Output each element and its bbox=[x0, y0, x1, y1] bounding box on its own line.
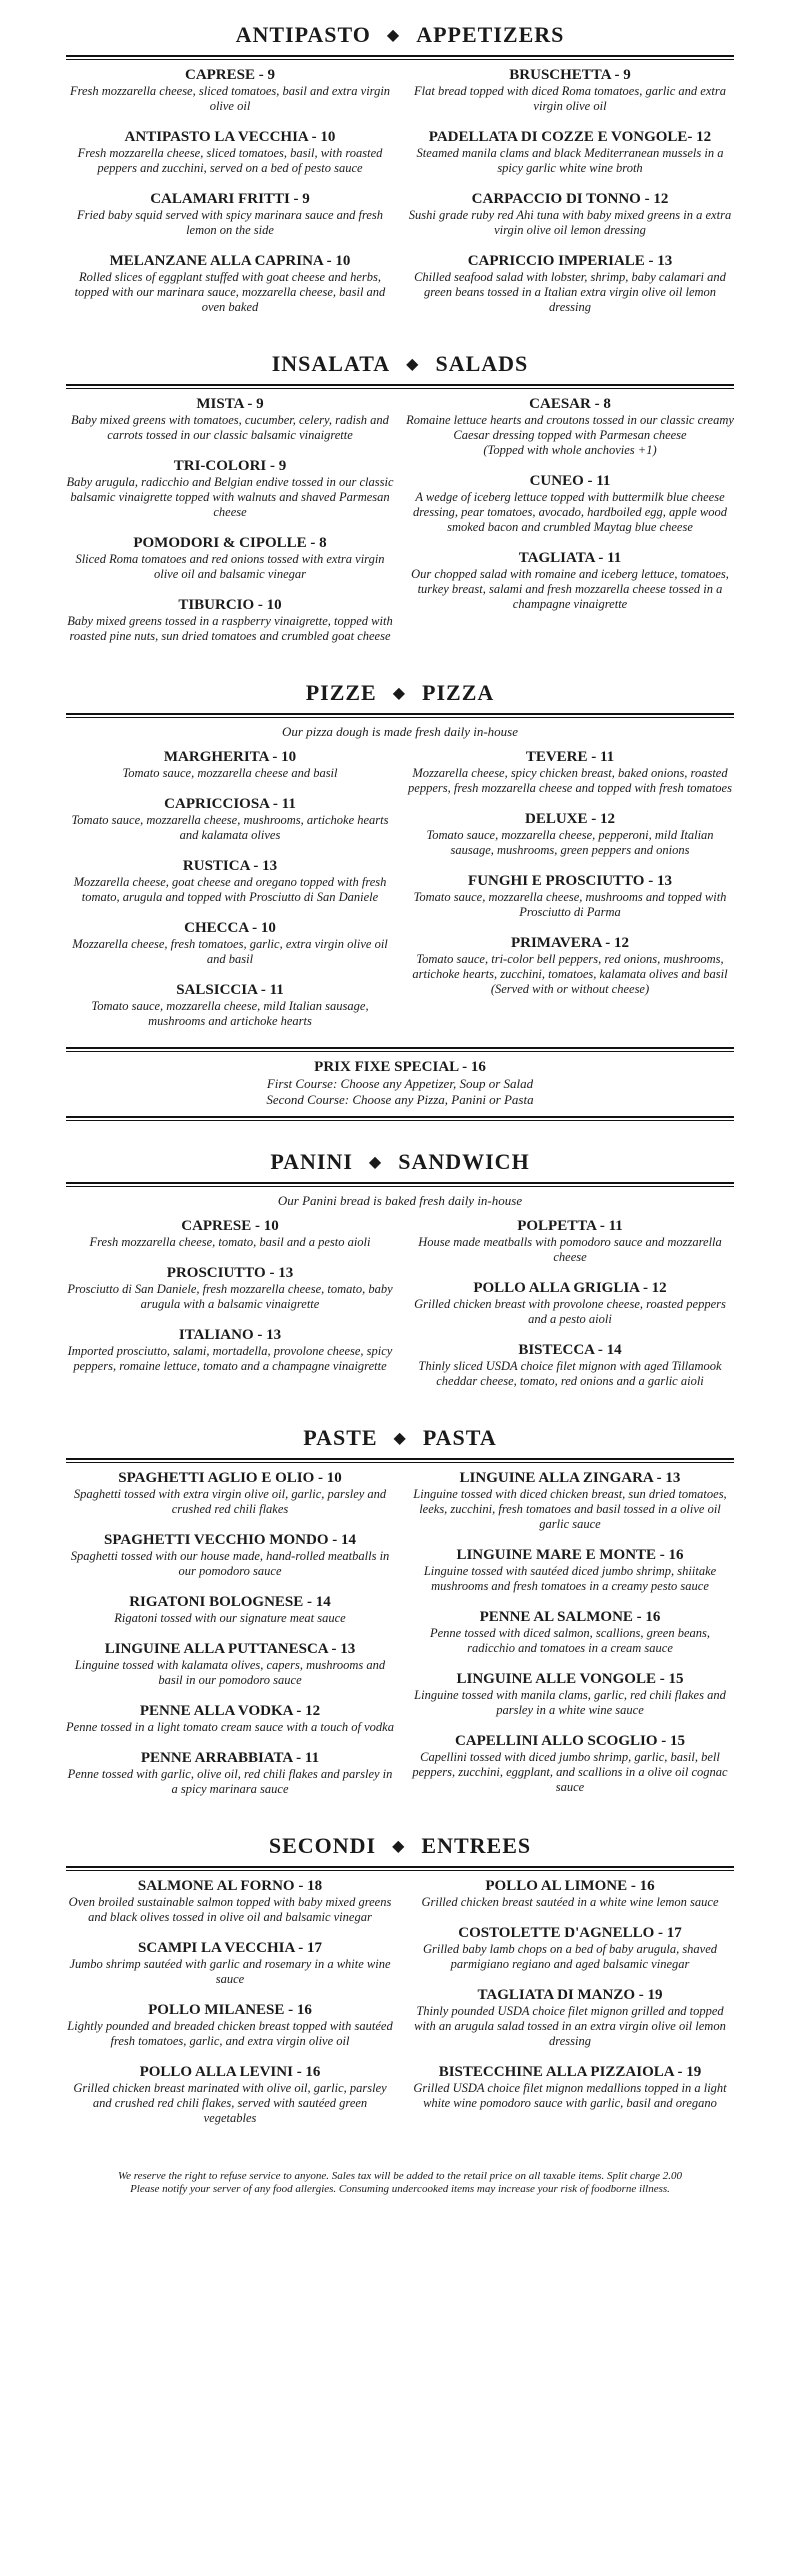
menu-item bbox=[406, 1608, 734, 1656]
item-description: Imported prosciutto, salami, mortadella, provolone cheese, spicy peppers, romaine lettuce, tomato and a champagne vinaigrette bbox=[67, 1344, 393, 1373]
menu-item bbox=[406, 2063, 734, 2111]
menu-item bbox=[66, 919, 394, 967]
section-heading bbox=[66, 1127, 734, 1178]
left-column bbox=[66, 1877, 394, 2140]
special-divider-bottom bbox=[66, 1116, 734, 1121]
item-name: PENNE AL SALMONE - 16 bbox=[479, 1609, 661, 1625]
item-name: RIGATONI BOLOGNESE - 14 bbox=[129, 1594, 331, 1610]
heading-english: ENTREES bbox=[421, 1833, 532, 1858]
menu-item bbox=[66, 748, 394, 781]
footer-disclaimer bbox=[66, 2170, 734, 2196]
diamond-icon: ◆ bbox=[368, 1154, 383, 1171]
item-description: Chilled seafood salad with lobster, shrimp, baby calamari and green beans tossed in a Italian extra virgin olive oil lemon dressing bbox=[414, 270, 726, 314]
menu-item bbox=[406, 1877, 734, 1910]
heading-english: SANDWICH bbox=[398, 1149, 530, 1174]
menu-item bbox=[66, 1877, 394, 1925]
item-name: POLLO ALLA GRIGLIA - 12 bbox=[473, 1280, 667, 1296]
menu-item bbox=[66, 1749, 394, 1797]
item-name: LINGUINE ALLA ZINGARA - 13 bbox=[459, 1470, 681, 1486]
heading-italian: ANTIPASTO bbox=[235, 22, 371, 47]
item-description: A wedge of iceberg lettuce topped with buttermilk blue cheese dressing, pear tomatoes, avocado, hardboiled egg, apple wood smoked bacon and crumbled Maytag blue cheese bbox=[413, 490, 727, 534]
right-column bbox=[406, 748, 734, 1043]
item-description: Linguine tossed with manila clams, garlic, red chili flakes and parsley in a white wine sauce bbox=[414, 1688, 726, 1717]
item-description: Linguine tossed with kalamata olives, capers, mushrooms and basil in our pomodoro sauce bbox=[74, 1658, 386, 1687]
special-name: PRIX FIXE SPECIAL - 16 bbox=[314, 1059, 486, 1075]
left-column bbox=[66, 66, 394, 329]
item-description: Our chopped salad with romaine and iceberg lettuce, tomatoes, turkey breast, salami and fresh mozzarella cheese tossed in a champagne vinaigrette bbox=[411, 567, 729, 611]
heading-italian: PANINI bbox=[270, 1149, 353, 1174]
left-column bbox=[66, 395, 394, 658]
right-column bbox=[406, 1469, 734, 1811]
item-description: Grilled chicken breast with provolone cheese, roasted peppers and a pesto aioli bbox=[414, 1297, 726, 1326]
section-appetizers bbox=[66, 0, 734, 329]
menu-item bbox=[66, 1640, 394, 1688]
item-name: SALMONE AL FORNO - 18 bbox=[137, 1878, 323, 1894]
section-heading bbox=[66, 1811, 734, 1862]
item-description: Baby arugula, radicchio and Belgian endive tossed in our classic balsamic vinaigrette topped with walnuts and shaved Parmesan cheese bbox=[66, 475, 394, 519]
footer-line-service: We reserve the right to refuse service to anyone. Sales tax will be added to the retail price on all taxable items. Split charge 2.00 bbox=[117, 2170, 683, 2182]
menu-item bbox=[406, 252, 734, 315]
item-name: DELUXE - 12 bbox=[524, 811, 615, 827]
section-heading bbox=[66, 658, 734, 709]
item-name: PADELLATA DI COZZE E VONGOLE- 12 bbox=[428, 129, 712, 145]
item-description: Grilled chicken breast marinated with olive oil, garlic, parsley and crushed red chili flakes, served with sautéed green vegetables bbox=[73, 2081, 387, 2125]
item-description: Sushi grade ruby red Ahi tuna with baby mixed greens in a extra virgin olive oil lemon dressing bbox=[408, 208, 732, 237]
item-description: Spaghetti tossed with extra virgin olive oil, garlic, parsley and crushed red chili flakes bbox=[73, 1487, 387, 1516]
item-name: CHECCA - 10 bbox=[184, 920, 276, 936]
right-column bbox=[406, 1877, 734, 2140]
item-description: Tomato sauce, tri-color bell peppers, red onions, mushrooms, artichoke hearts, zucchini, tomatoes, kalamata olives and basil bbox=[412, 952, 728, 981]
menu-item bbox=[406, 190, 734, 238]
item-name: RUSTICA - 13 bbox=[182, 858, 278, 874]
section-heading bbox=[66, 329, 734, 380]
item-description: Sliced Roma tomatoes and red onions tossed with extra virgin olive oil and balsamic vinegar bbox=[75, 552, 385, 581]
heading-english: PASTA bbox=[422, 1425, 497, 1450]
diamond-icon: ◆ bbox=[393, 1430, 407, 1447]
left-column bbox=[66, 748, 394, 1043]
item-name: SCAMPI LA VECCHIA - 17 bbox=[138, 1940, 322, 1956]
right-column bbox=[406, 395, 734, 658]
menu-item bbox=[66, 190, 394, 238]
item-name: TEVERE - 11 bbox=[525, 749, 615, 765]
item-name: POLLO AL LIMONE - 16 bbox=[485, 1878, 655, 1894]
item-name: CUNEO - 11 bbox=[529, 473, 611, 489]
heading-italian: INSALATA bbox=[271, 351, 391, 376]
item-description: Flat bread topped with diced Roma tomatoes, garlic and extra virgin olive oil bbox=[414, 84, 726, 113]
item-name: TAGLIATA DI MANZO - 19 bbox=[477, 1987, 663, 2003]
heading-english: SALADS bbox=[435, 351, 529, 376]
item-note: (Topped with whole anchovies +1) bbox=[483, 443, 657, 457]
prix-fixe-special bbox=[66, 1058, 734, 1108]
menu-item bbox=[66, 1326, 394, 1374]
item-name: MISTA - 9 bbox=[196, 396, 264, 412]
menu-item bbox=[406, 1670, 734, 1718]
item-description: Tomato sauce, mozzarella cheese, mushrooms, artichoke hearts and kalamata olives bbox=[71, 813, 389, 842]
item-name: SALSICCIA - 11 bbox=[176, 982, 284, 998]
item-name: PRIMAVERA - 12 bbox=[510, 935, 630, 951]
special-second-course: Second Course: Choose any Pizza, Panini or Pasta bbox=[266, 1092, 534, 1107]
item-name: TIBURCIO - 10 bbox=[178, 597, 282, 613]
item-description: Mozzarella cheese, goat cheese and oregano topped with fresh tomato, arugula and topped with Prosciutto di San Daniele bbox=[73, 875, 387, 904]
item-name: COSTOLETTE D'AGNELLO - 17 bbox=[458, 1925, 682, 1941]
item-description: Fresh mozzarella cheese, sliced tomatoes, basil, with roasted peppers and zucchini, served on a bed of pesto sauce bbox=[77, 146, 383, 175]
right-column bbox=[406, 1217, 734, 1403]
item-name: FUNGHI E PROSCIUTTO - 13 bbox=[468, 873, 672, 889]
section-divider bbox=[66, 1866, 734, 1871]
menu-item bbox=[66, 66, 394, 114]
menu-item bbox=[66, 1593, 394, 1626]
item-description: Tomato sauce, mozzarella cheese, mild Italian sausage, mushrooms and artichoke hearts bbox=[91, 999, 369, 1028]
left-column bbox=[66, 1469, 394, 1811]
menu-item bbox=[406, 1341, 734, 1389]
menu-item bbox=[406, 1732, 734, 1795]
menu-item bbox=[66, 2001, 394, 2049]
menu-item bbox=[66, 857, 394, 905]
menu-item bbox=[66, 534, 394, 582]
item-name: SPAGHETTI AGLIO E OLIO - 10 bbox=[118, 1470, 342, 1486]
diamond-icon: ◆ bbox=[406, 356, 420, 373]
item-description: Rigatoni tossed with our signature meat sauce bbox=[114, 1611, 346, 1625]
item-name: PROSCIUTTO - 13 bbox=[166, 1265, 294, 1281]
right-column bbox=[406, 66, 734, 329]
menu-item bbox=[66, 1217, 394, 1250]
left-column bbox=[66, 1217, 394, 1403]
menu-item bbox=[66, 457, 394, 520]
item-name: CAPRICCIO IMPERIALE - 13 bbox=[467, 253, 673, 269]
menu-item bbox=[406, 810, 734, 858]
item-description: Jumbo shrimp sautéed with garlic and rosemary in a white wine sauce bbox=[69, 1957, 391, 1986]
menu-item bbox=[66, 2063, 394, 2126]
section-pizza bbox=[66, 658, 734, 1043]
item-description: Thinly pounded USDA choice filet mignon grilled and topped with an arugula salad tossed in an extra virgin olive oil lemon dressing bbox=[414, 2004, 726, 2048]
menu-item bbox=[66, 1469, 394, 1517]
item-name: TRI-COLORI - 9 bbox=[173, 458, 287, 474]
section-heading bbox=[66, 0, 734, 51]
heading-italian: PASTE bbox=[303, 1425, 378, 1450]
menu-item bbox=[66, 252, 394, 315]
item-description: Rolled slices of eggplant stuffed with goat cheese and herbs, topped with our marinara sauce, mozzarella cheese, basil and oven baked bbox=[74, 270, 386, 314]
section-pasta bbox=[66, 1403, 734, 1811]
item-description: Mozzarella cheese, fresh tomatoes, garlic, extra virgin olive oil and basil bbox=[72, 937, 388, 966]
item-name: CARPACCIO DI TONNO - 12 bbox=[471, 191, 669, 207]
item-description: Tomato sauce, mozzarella cheese and basil bbox=[122, 766, 338, 780]
item-name: POMODORI & CIPOLLE - 8 bbox=[133, 535, 327, 551]
item-description: Fresh mozzarella cheese, tomato, basil and a pesto aioli bbox=[89, 1235, 371, 1249]
item-description: Oven broiled sustainable salmon topped with baby mixed greens and black olives tossed in olive oil and balsamic vinegar bbox=[68, 1895, 392, 1924]
item-name: LINGUINE ALLE VONGOLE - 15 bbox=[456, 1671, 684, 1687]
diamond-icon: ◆ bbox=[392, 685, 407, 702]
item-name: LINGUINE ALLA PUTTANESCA - 13 bbox=[104, 1641, 356, 1657]
item-description: Lightly pounded and breaded chicken breast topped with sautéed fresh tomatoes, garlic, and extra virgin olive oil bbox=[67, 2019, 393, 2048]
menu-item bbox=[66, 596, 394, 644]
item-name: CALAMARI FRITTI - 9 bbox=[150, 191, 310, 207]
menu-item bbox=[66, 1702, 394, 1735]
item-description: Romaine lettuce hearts and croutons tossed in our classic creamy Caesar dressing topped with Parmesan cheese bbox=[406, 413, 734, 442]
menu-item bbox=[66, 1264, 394, 1312]
menu-item bbox=[406, 66, 734, 114]
menu-item bbox=[406, 1986, 734, 2049]
item-name: POLLO ALLA LEVINI - 16 bbox=[139, 2064, 321, 2080]
item-description: Steamed manila clams and black Mediterranean mussels in a spicy garlic white wine broth bbox=[416, 146, 724, 175]
item-name: LINGUINE MARE E MONTE - 16 bbox=[456, 1547, 684, 1563]
item-name: BISTECCA - 14 bbox=[518, 1342, 622, 1358]
menu-item bbox=[406, 549, 734, 612]
heading-italian: SECONDI bbox=[268, 1833, 377, 1858]
footer-line-allergies: Please notify your server of any food allergies. Consuming undercooked items may increase your risk of foodborne illness. bbox=[130, 2183, 670, 2195]
menu-item bbox=[66, 795, 394, 843]
menu-item bbox=[66, 1939, 394, 1987]
menu-item bbox=[66, 1531, 394, 1579]
item-description: Penne tossed with garlic, olive oil, red chili flakes and parsley in a spicy marinara sauce bbox=[67, 1767, 393, 1796]
section-sandwich bbox=[66, 1127, 734, 1403]
section-heading bbox=[66, 1403, 734, 1454]
item-description: Mozzarella cheese, spicy chicken breast, baked onions, roasted peppers, fresh mozzarella cheese and topped with fresh tomatoes bbox=[408, 766, 732, 795]
item-description: Penne tossed in a light tomato cream sauce with a touch of vodka bbox=[66, 1720, 394, 1734]
item-description: Thinly sliced USDA choice filet mignon with aged Tillamook cheddar cheese, tomato, red onions and a garlic aioli bbox=[418, 1359, 722, 1388]
section-divider bbox=[66, 1182, 734, 1187]
section-divider bbox=[66, 713, 734, 718]
menu-item bbox=[66, 395, 394, 443]
heading-english: PIZZA bbox=[422, 680, 495, 705]
item-description: Prosciutto di San Daniele, fresh mozzarella cheese, tomato, baby arugula with a balsamic vinaigrette bbox=[67, 1282, 393, 1311]
item-name: CAPELLINI ALLO SCOGLIO - 15 bbox=[454, 1733, 686, 1749]
item-description: Grilled baby lamb chops on a bed of baby arugula, shaved parmigiano regiano and aged balsamic vinegar bbox=[422, 1942, 718, 1971]
diamond-icon: ◆ bbox=[386, 27, 401, 44]
item-name: POLPETTA - 11 bbox=[517, 1218, 623, 1234]
item-description: Spaghetti tossed with our house made, hand-rolled meatballs in our pomodoro sauce bbox=[70, 1549, 390, 1578]
item-name: MELANZANE ALLA CAPRINA - 10 bbox=[109, 253, 351, 269]
item-name: ANTIPASTO LA VECCHIA - 10 bbox=[124, 129, 336, 145]
item-name: PENNE ALLA VODKA - 12 bbox=[139, 1703, 321, 1719]
menu-item bbox=[406, 934, 734, 997]
heading-english: APPETIZERS bbox=[416, 22, 565, 47]
diamond-icon: ◆ bbox=[392, 1838, 406, 1855]
item-name: CAESAR - 8 bbox=[529, 396, 611, 412]
item-description: Baby mixed greens with tomatoes, cucumber, celery, radish and carrots tossed in our classic balsamic vinaigrette bbox=[71, 413, 389, 442]
menu-item bbox=[406, 1279, 734, 1327]
menu-item bbox=[66, 128, 394, 176]
section-salads bbox=[66, 329, 734, 658]
section-note: Our pizza dough is made fresh daily in-house bbox=[281, 724, 519, 739]
item-name: MARGHERITA - 10 bbox=[163, 749, 297, 765]
menu-item bbox=[406, 1217, 734, 1265]
menu-item bbox=[66, 981, 394, 1029]
item-description: Capellini tossed with diced jumbo shrimp, garlic, basil, bell peppers, zucchini, eggplant, and scallions in a olive oil cognac sauce bbox=[412, 1750, 728, 1794]
item-description: Baby mixed greens tossed in a raspberry vinaigrette, topped with roasted pine nuts, sun dried tomatoes and crumbled goat cheese bbox=[67, 614, 393, 643]
menu-item bbox=[406, 1546, 734, 1594]
menu-item bbox=[406, 395, 734, 458]
section-entrees bbox=[66, 1811, 734, 2140]
section-divider bbox=[66, 1458, 734, 1463]
special-first-course: First Course: Choose any Appetizer, Soup or Salad bbox=[266, 1076, 534, 1091]
item-name: TAGLIATA - 11 bbox=[518, 550, 622, 566]
menu-item bbox=[406, 1924, 734, 1972]
item-description: Linguine tossed with diced chicken breast, sun dried tomatoes, leeks, zucchini, fresh tomatoes and basil tossed in a olive oil garlic sauce bbox=[413, 1487, 727, 1531]
special-divider-top bbox=[66, 1047, 734, 1052]
item-description: Fresh mozzarella cheese, sliced tomatoes, basil and extra virgin olive oil bbox=[69, 84, 391, 113]
menu-item bbox=[406, 748, 734, 796]
item-name: PENNE ARRABBIATA - 11 bbox=[140, 1750, 320, 1766]
menu-item bbox=[406, 1469, 734, 1532]
item-description: Grilled USDA choice filet mignon medallions topped in a light white wine pomodoro sauce with garlic, basil and oregano bbox=[413, 2081, 727, 2110]
item-name: CAPRESE - 9 bbox=[184, 67, 275, 83]
section-note: Our Panini bread is baked fresh daily in-house bbox=[277, 1193, 523, 1208]
item-description: Penne tossed with diced salmon, scallions, green beans, radicchio and tomatoes in a cream sauce bbox=[429, 1626, 711, 1655]
item-description: Fried baby squid served with spicy marinara sauce and fresh lemon on the side bbox=[76, 208, 384, 237]
item-description: House made meatballs with pomodoro sauce and mozzarella cheese bbox=[418, 1235, 722, 1264]
menu-item bbox=[406, 472, 734, 535]
item-name: CAPRICCIOSA - 11 bbox=[164, 796, 296, 812]
section-divider bbox=[66, 55, 734, 60]
item-name: CAPRESE - 10 bbox=[181, 1218, 279, 1234]
item-description: Grilled chicken breast sautéed in a white wine lemon sauce bbox=[421, 1895, 719, 1909]
menu-item bbox=[406, 872, 734, 920]
item-name: BISTECCHINE ALLA PIZZAIOLA - 19 bbox=[438, 2064, 702, 2080]
item-name: ITALIANO - 13 bbox=[178, 1327, 282, 1343]
item-description: Tomato sauce, mozzarella cheese, pepperoni, mild Italian sausage, mushrooms, green peppers and onions bbox=[426, 828, 714, 857]
item-name: SPAGHETTI VECCHIO MONDO - 14 bbox=[104, 1532, 356, 1548]
item-description: Linguine tossed with sautéed diced jumbo shrimp, shiitake mushrooms and fresh tomatoes in a creamy pesto sauce bbox=[423, 1564, 717, 1593]
section-divider bbox=[66, 384, 734, 389]
item-description: Tomato sauce, mozzarella cheese, mushrooms and topped with Prosciutto di Parma bbox=[413, 890, 727, 919]
heading-italian: PIZZE bbox=[305, 680, 377, 705]
item-name: BRUSCHETTA - 9 bbox=[509, 67, 631, 83]
menu-item bbox=[406, 128, 734, 176]
item-name: POLLO MILANESE - 16 bbox=[148, 2002, 312, 2018]
item-note: (Served with or without cheese) bbox=[490, 982, 650, 996]
